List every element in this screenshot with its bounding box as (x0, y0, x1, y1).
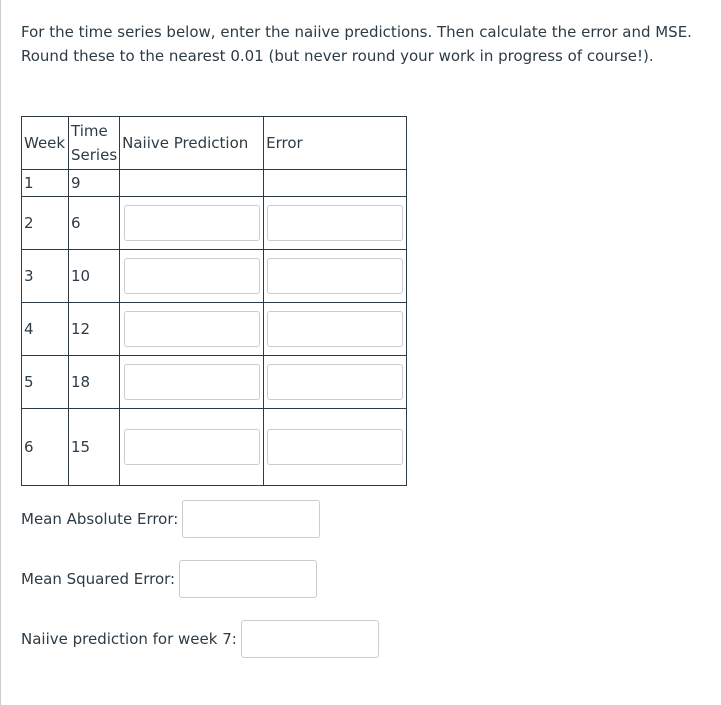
prediction-input-week-3[interactable] (124, 258, 260, 294)
empty-error-cell (264, 170, 407, 197)
error-input-week-5[interactable] (267, 364, 403, 400)
table-row (22, 409, 407, 486)
week-cell: 4 (22, 303, 69, 356)
header-naive-prediction: Naiive Prediction (120, 117, 264, 170)
header-time-series-line2: Series (71, 146, 118, 164)
prediction-cell (120, 356, 264, 409)
prediction-cell (120, 197, 264, 250)
table-header-row (22, 117, 407, 170)
error-cell (264, 409, 407, 486)
mae-label: Mean Absolute Error: (21, 510, 179, 528)
error-input-week-6[interactable] (267, 429, 403, 465)
prediction-input-week-2[interactable] (124, 205, 260, 241)
header-time-series-line1: Time (71, 122, 108, 140)
time-series-table (21, 116, 407, 486)
table-row (22, 170, 407, 197)
header-week: Week (22, 117, 69, 170)
value-cell: 15 (69, 409, 120, 486)
prediction-input-week-5[interactable] (124, 364, 260, 400)
empty-prediction-cell (120, 170, 264, 197)
prediction-input-week-4[interactable] (124, 311, 260, 347)
header-error: Error (264, 117, 407, 170)
table-row (22, 356, 407, 409)
table-row (22, 250, 407, 303)
week-cell: 5 (22, 356, 69, 409)
prediction-cell (120, 250, 264, 303)
error-cell (264, 197, 407, 250)
page-left-border (0, 0, 1, 705)
week7-row (21, 620, 379, 658)
error-cell (264, 303, 407, 356)
error-input-week-4[interactable] (267, 311, 403, 347)
mse-label: Mean Squared Error: (21, 570, 176, 588)
week-cell: 6 (22, 409, 69, 486)
value-cell: 9 (69, 170, 120, 197)
error-cell (264, 250, 407, 303)
table-row (22, 197, 407, 250)
error-input-week-2[interactable] (267, 205, 403, 241)
error-input-week-3[interactable] (267, 258, 403, 294)
value-cell: 18 (69, 356, 120, 409)
value-cell: 6 (69, 197, 120, 250)
mse-input[interactable] (179, 560, 317, 598)
mae-input[interactable] (182, 500, 320, 538)
mse-row (21, 560, 317, 598)
error-cell (264, 356, 407, 409)
week-cell: 3 (22, 250, 69, 303)
week7-prediction-input[interactable] (241, 620, 379, 658)
prediction-cell (120, 303, 264, 356)
week7-label: Naiive prediction for week 7: (21, 630, 237, 648)
prediction-input-week-6[interactable] (124, 429, 260, 465)
value-cell: 10 (69, 250, 120, 303)
week-cell: 1 (22, 170, 69, 197)
table-row (22, 303, 407, 356)
mae-row (21, 500, 320, 538)
prediction-cell (120, 409, 264, 486)
header-time-series (69, 117, 120, 170)
question-prompt: For the time series below, enter the naiive predictions. Then calculate the error and MSE. Round these to the nearest 0.01 (but never round your work in progress of course!). (21, 23, 692, 65)
value-cell: 12 (69, 303, 120, 356)
week-cell: 2 (22, 197, 69, 250)
